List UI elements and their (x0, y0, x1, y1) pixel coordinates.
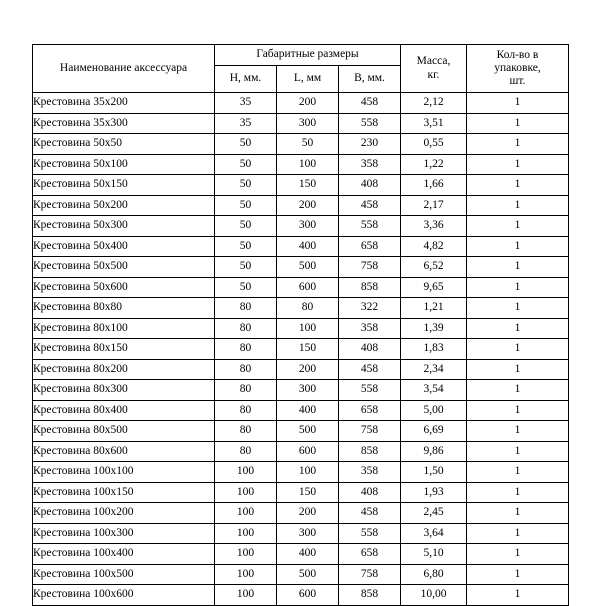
table-row (33, 318, 569, 339)
table-row (33, 113, 569, 134)
cell-mass: 3,64 (401, 523, 467, 544)
cell-b: 408 (339, 482, 401, 503)
cell-h: 100 (215, 482, 277, 503)
cell-name: Крестовина 50х600 (33, 277, 215, 298)
cell-b: 858 (339, 585, 401, 606)
table-row (33, 277, 569, 298)
cell-h: 100 (215, 503, 277, 524)
cell-pack: 1 (467, 503, 569, 524)
cell-h: 50 (215, 257, 277, 278)
table-row (33, 175, 569, 196)
cell-mass: 3,54 (401, 380, 467, 401)
cell-pack: 1 (467, 564, 569, 585)
table-row (33, 585, 569, 606)
cell-mass: 2,17 (401, 195, 467, 216)
cell-b: 358 (339, 318, 401, 339)
header-mass-line1: Масса, (416, 55, 451, 68)
cell-name: Крестовина 100х200 (33, 503, 215, 524)
cell-mass: 5,00 (401, 400, 467, 421)
table-row (33, 134, 569, 155)
cell-l: 600 (277, 441, 339, 462)
cell-pack: 1 (467, 523, 569, 544)
table-row (33, 195, 569, 216)
cell-h: 100 (215, 585, 277, 606)
cell-b: 558 (339, 380, 401, 401)
cell-name: Крестовина 100х150 (33, 482, 215, 503)
cell-b: 458 (339, 195, 401, 216)
cell-mass: 6,69 (401, 421, 467, 442)
cell-name: Крестовина 50х150 (33, 175, 215, 196)
cell-l: 500 (277, 421, 339, 442)
cell-mass: 1,22 (401, 154, 467, 175)
cell-b: 322 (339, 298, 401, 319)
cell-h: 100 (215, 544, 277, 565)
cell-pack: 1 (467, 93, 569, 114)
cell-name: Крестовина 50х50 (33, 134, 215, 155)
cell-mass: 2,45 (401, 503, 467, 524)
cell-b: 358 (339, 462, 401, 483)
table-row (33, 421, 569, 442)
header-l: L, мм (277, 66, 339, 93)
cell-l: 150 (277, 339, 339, 360)
table-row (33, 380, 569, 401)
cell-h: 80 (215, 318, 277, 339)
cell-h: 35 (215, 113, 277, 134)
header-pack-qty (467, 45, 569, 93)
cell-mass: 9,86 (401, 441, 467, 462)
cell-h: 35 (215, 93, 277, 114)
table-row (33, 564, 569, 585)
cell-pack: 1 (467, 134, 569, 155)
cell-pack: 1 (467, 421, 569, 442)
table-row (33, 154, 569, 175)
cell-b: 408 (339, 339, 401, 360)
cell-b: 558 (339, 113, 401, 134)
cell-l: 300 (277, 380, 339, 401)
cell-l: 150 (277, 175, 339, 196)
cell-b: 458 (339, 93, 401, 114)
cell-name: Крестовина 80х500 (33, 421, 215, 442)
cell-l: 100 (277, 318, 339, 339)
cell-name: Крестовина 35х300 (33, 113, 215, 134)
cell-h: 50 (215, 175, 277, 196)
table-row (33, 216, 569, 237)
cell-l: 500 (277, 564, 339, 585)
cell-name: Крестовина 80х150 (33, 339, 215, 360)
cell-mass: 9,65 (401, 277, 467, 298)
cell-b: 658 (339, 544, 401, 565)
cell-l: 400 (277, 400, 339, 421)
cell-l: 150 (277, 482, 339, 503)
table-row (33, 93, 569, 114)
cell-h: 80 (215, 421, 277, 442)
cell-h: 100 (215, 523, 277, 544)
cell-l: 600 (277, 277, 339, 298)
cell-pack: 1 (467, 175, 569, 196)
cell-b: 458 (339, 503, 401, 524)
cell-h: 80 (215, 339, 277, 360)
cell-mass: 5,10 (401, 544, 467, 565)
table-row (33, 544, 569, 565)
cell-pack: 1 (467, 318, 569, 339)
cell-name: Крестовина 50х300 (33, 216, 215, 237)
cell-pack: 1 (467, 113, 569, 134)
cell-name: Крестовина 50х100 (33, 154, 215, 175)
cell-b: 758 (339, 564, 401, 585)
cell-mass: 4,82 (401, 236, 467, 257)
cell-mass: 3,36 (401, 216, 467, 237)
header-pack-line1: Кол-во в (496, 48, 539, 61)
table-row (33, 523, 569, 544)
table-row (33, 400, 569, 421)
cell-pack: 1 (467, 400, 569, 421)
cell-mass: 0,55 (401, 134, 467, 155)
header-b: В, мм. (339, 66, 401, 93)
cell-h: 80 (215, 400, 277, 421)
cell-name: Крестовина 100х600 (33, 585, 215, 606)
cell-l: 100 (277, 154, 339, 175)
table-row (33, 503, 569, 524)
table-row (33, 441, 569, 462)
cell-pack: 1 (467, 380, 569, 401)
cell-pack: 1 (467, 216, 569, 237)
cell-mass: 1,66 (401, 175, 467, 196)
cell-pack: 1 (467, 277, 569, 298)
cell-h: 50 (215, 216, 277, 237)
cell-h: 80 (215, 380, 277, 401)
table-row (33, 462, 569, 483)
cell-b: 408 (339, 175, 401, 196)
cell-b: 758 (339, 421, 401, 442)
cell-h: 80 (215, 359, 277, 380)
cell-b: 758 (339, 257, 401, 278)
cell-pack: 1 (467, 359, 569, 380)
cell-name: Крестовина 80х300 (33, 380, 215, 401)
cell-l: 300 (277, 216, 339, 237)
cell-l: 200 (277, 503, 339, 524)
cell-pack: 1 (467, 482, 569, 503)
cell-h: 50 (215, 195, 277, 216)
cell-pack: 1 (467, 257, 569, 278)
cell-name: Крестовина 50х400 (33, 236, 215, 257)
cell-l: 400 (277, 236, 339, 257)
cell-name: Крестовина 100х100 (33, 462, 215, 483)
table-row (33, 257, 569, 278)
table-row (33, 236, 569, 257)
cell-mass: 6,80 (401, 564, 467, 585)
header-mass-line2: кг. (427, 68, 440, 81)
cell-mass: 6,52 (401, 257, 467, 278)
cell-l: 50 (277, 134, 339, 155)
cell-l: 200 (277, 93, 339, 114)
table-body (33, 93, 569, 606)
cell-b: 658 (339, 236, 401, 257)
cell-h: 100 (215, 564, 277, 585)
cell-pack: 1 (467, 154, 569, 175)
cell-h: 50 (215, 134, 277, 155)
table-header (33, 45, 569, 93)
cell-b: 230 (339, 134, 401, 155)
cell-h: 80 (215, 441, 277, 462)
cell-name: Крестовина 100х500 (33, 564, 215, 585)
cell-name: Крестовина 100х400 (33, 544, 215, 565)
cell-pack: 1 (467, 339, 569, 360)
cell-h: 50 (215, 154, 277, 175)
cell-b: 658 (339, 400, 401, 421)
cell-name: Крестовина 80х80 (33, 298, 215, 319)
table-row (33, 298, 569, 319)
cell-h: 80 (215, 298, 277, 319)
cell-name: Крестовина 50х200 (33, 195, 215, 216)
header-dimensions-group: Габаритные размеры (215, 45, 401, 66)
cell-name: Крестовина 80х600 (33, 441, 215, 462)
cell-b: 558 (339, 523, 401, 544)
cell-b: 858 (339, 441, 401, 462)
header-pack-line3: шт. (509, 75, 526, 88)
cell-pack: 1 (467, 585, 569, 606)
cell-b: 458 (339, 359, 401, 380)
cell-h: 100 (215, 462, 277, 483)
header-mass (401, 45, 467, 93)
cell-b: 558 (339, 216, 401, 237)
cell-name: Крестовина 100х300 (33, 523, 215, 544)
cell-mass: 1,39 (401, 318, 467, 339)
cell-name: Крестовина 80х400 (33, 400, 215, 421)
cell-pack: 1 (467, 298, 569, 319)
cell-l: 100 (277, 462, 339, 483)
cell-mass: 2,34 (401, 359, 467, 380)
table-row (33, 359, 569, 380)
cell-pack: 1 (467, 544, 569, 565)
header-name: Наименование аксессуара (33, 45, 215, 93)
cell-mass: 1,93 (401, 482, 467, 503)
cell-name: Крестовина 50х500 (33, 257, 215, 278)
cell-mass: 2,12 (401, 93, 467, 114)
cell-l: 300 (277, 113, 339, 134)
cell-name: Крестовина 35х200 (33, 93, 215, 114)
header-row-top (33, 45, 569, 66)
cell-l: 200 (277, 359, 339, 380)
cell-mass: 10,00 (401, 585, 467, 606)
cell-mass: 1,83 (401, 339, 467, 360)
cell-pack: 1 (467, 195, 569, 216)
accessories-spec-table (32, 44, 569, 606)
cell-b: 358 (339, 154, 401, 175)
cell-mass: 1,50 (401, 462, 467, 483)
cell-pack: 1 (467, 236, 569, 257)
cell-h: 50 (215, 277, 277, 298)
cell-l: 500 (277, 257, 339, 278)
cell-mass: 1,21 (401, 298, 467, 319)
cell-name: Крестовина 80х200 (33, 359, 215, 380)
cell-h: 50 (215, 236, 277, 257)
table-row (33, 339, 569, 360)
cell-b: 858 (339, 277, 401, 298)
cell-l: 80 (277, 298, 339, 319)
header-pack-line2: упаковке, (494, 61, 541, 74)
cell-pack: 1 (467, 462, 569, 483)
table-row (33, 482, 569, 503)
cell-l: 400 (277, 544, 339, 565)
cell-l: 300 (277, 523, 339, 544)
header-h: H, мм. (215, 66, 277, 93)
cell-mass: 3,51 (401, 113, 467, 134)
cell-l: 200 (277, 195, 339, 216)
cell-name: Крестовина 80х100 (33, 318, 215, 339)
cell-l: 600 (277, 585, 339, 606)
cell-pack: 1 (467, 441, 569, 462)
